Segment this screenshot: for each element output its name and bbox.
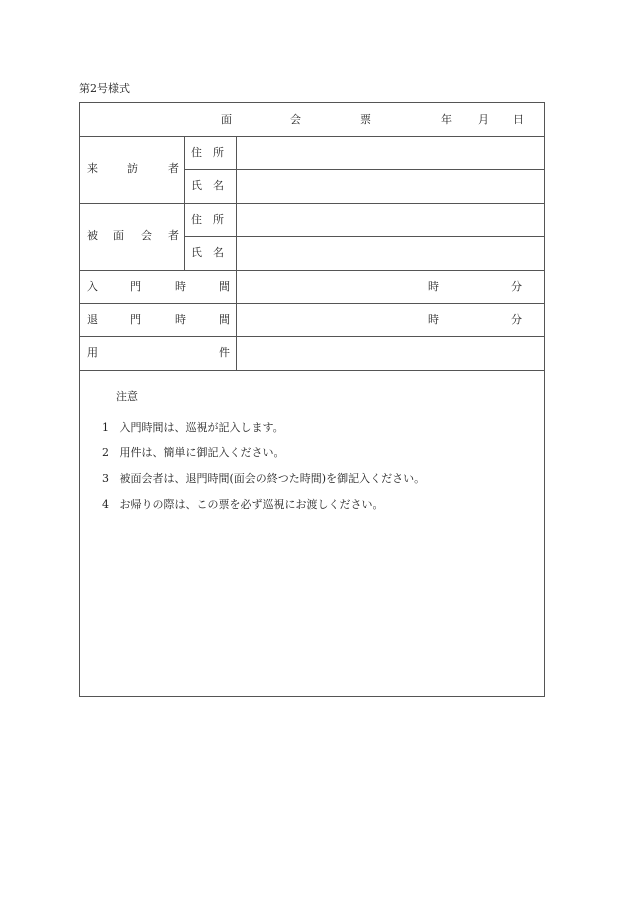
entry-label-char-2: 門: [130, 280, 141, 293]
entry-hour-label: 時: [428, 280, 439, 293]
purpose-label-char-1: 用: [87, 346, 98, 359]
exit-label-char-1: 退: [87, 313, 98, 326]
visitor-label-char-2: 訪: [127, 162, 138, 175]
entry-time-field[interactable]: [237, 270, 544, 303]
exit-minute-label: 分: [511, 313, 522, 326]
exit-time-row: [80, 303, 544, 337]
notes-title: 注意: [116, 390, 138, 403]
interviewee-section: [80, 203, 544, 271]
exit-time-field[interactable]: [237, 303, 544, 336]
interviewee-name-field[interactable]: [237, 237, 544, 270]
visitor-address-label: 住 所: [191, 146, 224, 159]
entry-label-char-4: 間: [219, 280, 230, 293]
interviewee-label-char-2: 面: [113, 229, 124, 242]
purpose-label-char-2: 件: [219, 346, 230, 359]
note-number: 2: [102, 446, 109, 459]
purpose-row: [80, 336, 544, 371]
note-item: [102, 470, 425, 486]
entry-minute-label: 分: [511, 280, 522, 293]
interviewee-label-char-1: 被: [87, 229, 98, 242]
interviewee-name-label: 氏 名: [191, 246, 224, 259]
visit-form: [79, 102, 545, 697]
visitor-label-char-1: 来: [87, 162, 98, 175]
note-number: 3: [102, 472, 109, 485]
exit-hour-label: 時: [428, 313, 439, 326]
visitor-name-field[interactable]: [237, 170, 544, 203]
exit-label-char-2: 門: [130, 313, 141, 326]
date-month-label: 月: [478, 113, 489, 126]
note-text: 被面会者は、退門時間(面会の終つた時間)を御記入ください。: [119, 472, 426, 485]
note-text: お帰りの際は、この票を必ず巡視にお渡しください。: [119, 498, 384, 511]
title-char-2: 会: [290, 113, 301, 126]
visitor-address-field[interactable]: [237, 136, 544, 169]
form-number: 第2号様式: [79, 82, 130, 95]
title-char-3: 票: [360, 113, 371, 126]
interviewee-address-field[interactable]: [237, 203, 544, 236]
exit-label-char-4: 間: [219, 313, 230, 326]
date-day-label: 日: [513, 113, 524, 126]
note-number: 1: [102, 421, 109, 434]
note-item: [102, 444, 285, 460]
note-item: [102, 419, 284, 435]
note-number: 4: [102, 498, 109, 511]
exit-label-char-3: 時: [175, 313, 186, 326]
visitor-name-label: 氏 名: [191, 179, 224, 192]
date-year-label: 年: [441, 113, 452, 126]
title-char-1: 面: [221, 113, 232, 126]
interviewee-label-char-3: 会: [141, 229, 152, 242]
interviewee-label-char-4: 者: [168, 229, 179, 242]
header-row: [80, 103, 544, 137]
purpose-field[interactable]: [237, 336, 544, 370]
note-text: 入門時間は、巡視が記入します。: [119, 421, 284, 434]
note-item: [102, 496, 384, 512]
interviewee-address-label: 住 所: [191, 213, 224, 226]
note-text: 用件は、簡単に御記入ください。: [119, 446, 285, 459]
entry-label-char-1: 入: [87, 280, 98, 293]
visitor-label-char-3: 者: [168, 162, 179, 175]
visitor-section: [80, 136, 544, 204]
entry-label-char-3: 時: [175, 280, 186, 293]
entry-time-row: [80, 270, 544, 304]
